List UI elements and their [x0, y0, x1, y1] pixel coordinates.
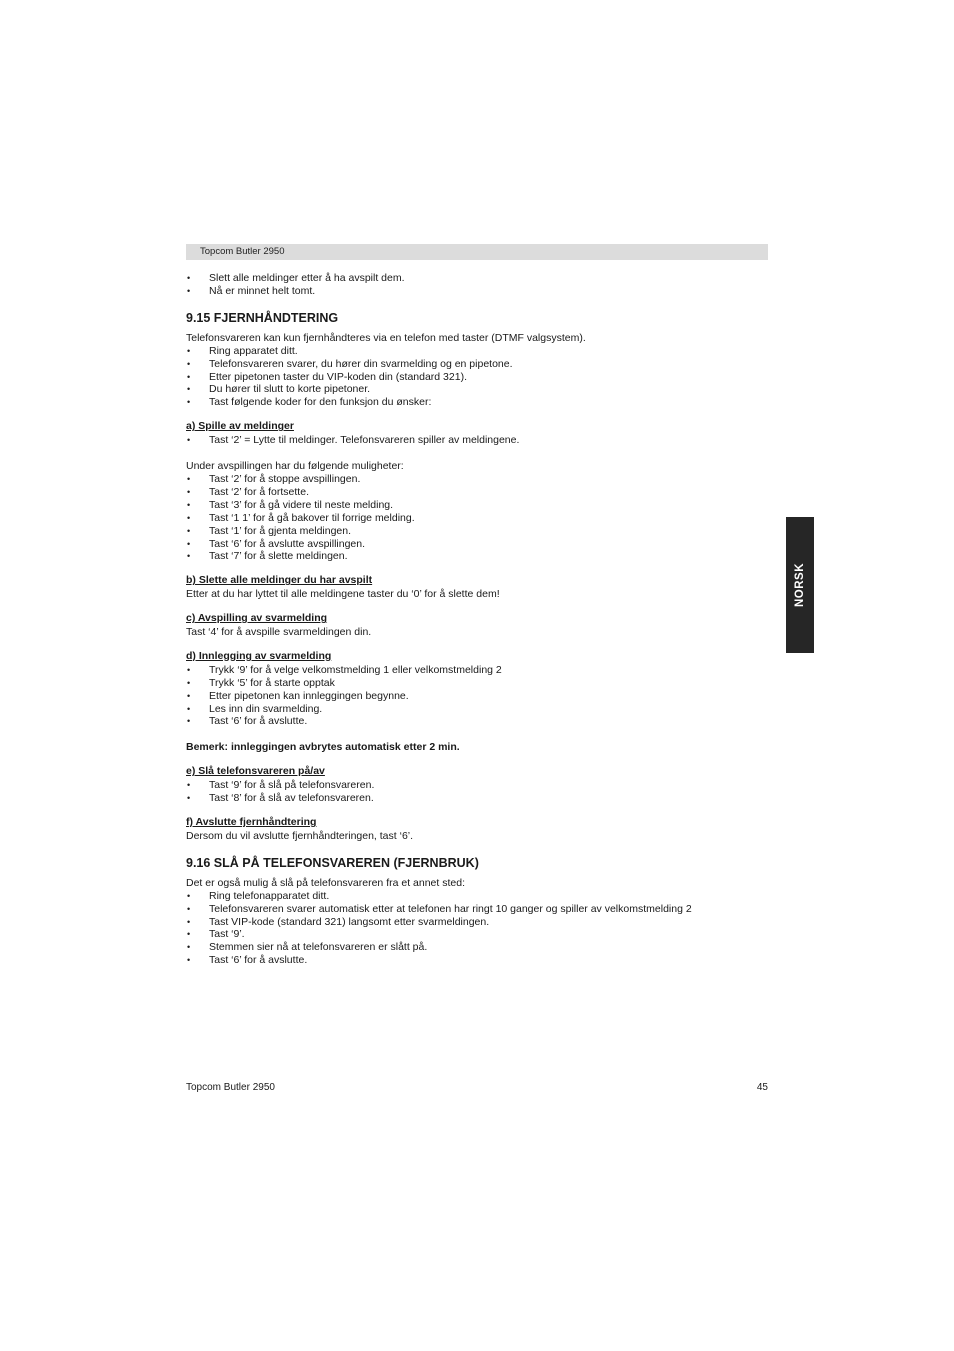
list-item-text: Tast VIP-kode (standard 321) langsomt etter svarmeldingen.	[209, 915, 490, 928]
list-item	[186, 434, 768, 447]
bullet-list	[186, 890, 768, 967]
note: Bemerk: innleggingen avbrytes automatisk etter 2 min.	[186, 741, 460, 754]
section-heading-9-16: 9.16 SLÅ PÅ TELEFONSVAREREN (FJERNBRUK)	[186, 855, 479, 870]
paragraph: Tast ‘4’ for å avspille svarmeldingen din.	[186, 626, 372, 639]
list-item	[186, 779, 768, 792]
bullet-icon: •	[187, 499, 191, 510]
list-item	[186, 358, 768, 371]
bullet-icon: •	[187, 703, 191, 714]
list-item-text: Ring telefonapparatet ditt.	[209, 889, 330, 902]
list-item	[186, 715, 768, 728]
bullet-icon: •	[187, 384, 191, 395]
bullet-icon: •	[187, 664, 191, 675]
paragraph: Dersom du vil avslutte fjernhåndteringen, tast ‘6’.	[186, 829, 414, 842]
header-title: Topcom Butler 2950	[200, 246, 285, 257]
list-item	[186, 383, 768, 396]
list-item	[186, 371, 768, 384]
language-tab-label: NORSK	[794, 562, 806, 608]
spacer	[186, 447, 768, 460]
bullet-icon: •	[187, 512, 191, 523]
list-item	[186, 690, 768, 703]
list-item-text: Nå er minnet helt tomt.	[209, 284, 316, 297]
bullet-icon: •	[187, 677, 191, 688]
list-item	[186, 499, 768, 512]
subheading-b: b) Slette alle meldinger du har avspilt	[186, 574, 373, 587]
list-item-text: Stemmen sier nå at telefonsvareren er slått på.	[209, 941, 428, 954]
bullet-icon: •	[187, 955, 191, 966]
list-item-text: Tast ‘6’ for å avslutte.	[209, 954, 308, 967]
subheading-f: f) Avslutte fjernhåndtering	[186, 816, 317, 828]
list-item	[186, 285, 768, 298]
list-item-text: Tast ‘9’.	[209, 928, 245, 941]
list-item	[186, 941, 768, 954]
bullet-list	[186, 664, 768, 729]
bullet-icon: •	[187, 358, 191, 369]
list-item-text: Tast ‘2’ for å stoppe avspillingen.	[209, 472, 361, 485]
section-heading-9-15: 9.15 FJERNHÅNDTERING	[186, 310, 339, 325]
list-item	[186, 954, 768, 967]
bullet-icon: •	[187, 371, 191, 382]
list-item	[186, 792, 768, 805]
running-header	[186, 244, 768, 260]
list-item-text: Telefonsvareren svarer, du hører din svarmelding og en pipetone.	[209, 357, 513, 370]
list-item-text: Tast ‘3’ for å gå videre til neste melding.	[209, 498, 394, 511]
list-item	[186, 486, 768, 499]
list-item-text: Tast følgende koder for den funksjon du ønsker:	[209, 396, 432, 409]
list-item	[186, 703, 768, 716]
bullet-icon: •	[187, 551, 191, 562]
language-tab	[786, 517, 814, 653]
bullet-icon: •	[187, 890, 191, 901]
bullet-icon: •	[187, 538, 191, 549]
bullet-icon: •	[187, 916, 191, 927]
list-item	[186, 916, 768, 929]
subheading-e: e) Slå telefonsvareren på/av	[186, 765, 325, 778]
list-item	[186, 903, 768, 916]
paragraph: Det er også mulig å slå på telefonsvareren fra et annet sted:	[186, 876, 465, 889]
list-item-text: Tast ‘1’ for å gjenta meldingen.	[209, 524, 352, 537]
list-item	[186, 396, 768, 409]
bullet-icon: •	[187, 397, 191, 408]
list-item	[186, 512, 768, 525]
list-item-text: Tast ‘8’ for å slå av telefonsvareren.	[209, 792, 374, 805]
list-item-text: Trykk ‘9’ for å velge velkomstmelding 1 eller velkomstmelding 2	[209, 663, 502, 676]
list-item-text: Tast ‘6’ for å avslutte.	[209, 715, 308, 728]
list-item	[186, 890, 768, 903]
bullet-icon: •	[187, 285, 191, 296]
page-number: 45	[756, 1082, 768, 1093]
bullet-icon: •	[187, 345, 191, 356]
paragraph: Under avspillingen har du følgende muligheter:	[186, 460, 404, 473]
list-item	[186, 345, 768, 358]
list-item	[186, 664, 768, 677]
paragraph: Etter at du har lyttet til alle meldingene taster du ‘0’ for å slette dem!	[186, 588, 500, 601]
bullet-list	[186, 434, 768, 447]
subheading-a: a) Spille av meldinger	[186, 420, 294, 433]
list-item-text: Telefonsvareren svarer automatisk etter at telefonen har ringt 10 ganger og spiller av velkomstmelding 2	[209, 902, 692, 915]
list-item-text: Tast ‘2’ for å fortsette.	[209, 485, 309, 498]
list-item	[186, 272, 768, 285]
bullet-icon: •	[187, 716, 191, 727]
list-item-text: Tast ‘6’ for å avslutte avspillingen.	[209, 537, 366, 550]
list-item	[186, 473, 768, 486]
footer-product: Topcom Butler 2950	[186, 1082, 275, 1093]
bullet-icon: •	[187, 486, 191, 497]
list-item-text: Trykk ‘5’ for å starte opptak	[209, 676, 335, 689]
list-item	[186, 538, 768, 551]
list-item	[186, 550, 768, 563]
subheading-d: d) Innlegging av svarmelding	[186, 649, 332, 662]
list-item-text: Tast ‘2’ = Lytte til meldinger. Telefonsvareren spiller av meldingene.	[209, 434, 520, 447]
list-item-text: Tast ‘1 1’ for å gå bakover til forrige melding.	[209, 511, 415, 524]
list-item	[186, 677, 768, 690]
list-item	[186, 525, 768, 538]
list-item-text: Ring apparatet ditt.	[209, 344, 298, 357]
bullet-list	[186, 779, 768, 805]
list-item-text: Slett alle meldinger etter å ha avspilt dem.	[209, 272, 405, 284]
bullet-icon: •	[187, 780, 191, 791]
list-item-text: Tast ‘9’ for å slå på telefonsvareren.	[209, 779, 375, 792]
bullet-icon: •	[187, 273, 191, 283]
list-item-text: Les inn din svarmelding.	[209, 702, 323, 715]
bullet-list	[186, 272, 768, 298]
paragraph: Telefonsvareren kan kun fjernhåndteres via en telefon med taster (DTMF valgsystem).	[186, 331, 586, 344]
list-item-text: Tast ‘7’ for å slette meldingen.	[209, 550, 348, 563]
list-item-text: Etter pipetonen kan innleggingen begynne.	[209, 689, 409, 702]
bullet-icon: •	[187, 435, 191, 446]
bullet-icon: •	[187, 690, 191, 701]
page-content	[186, 272, 768, 967]
bullet-icon: •	[187, 793, 191, 804]
list-item-text: Etter pipetonen taster du VIP-koden din (standard 321).	[209, 370, 467, 383]
list-item	[186, 928, 768, 941]
bullet-icon: •	[187, 929, 191, 940]
bullet-icon: •	[187, 903, 191, 914]
bullet-icon: •	[187, 525, 191, 536]
bullet-list	[186, 473, 768, 563]
bullet-icon: •	[187, 473, 191, 484]
subheading-c: c) Avspilling av svarmelding	[186, 612, 328, 625]
bullet-icon: •	[187, 942, 191, 953]
list-item-text: Du hører til slutt to korte pipetoner.	[209, 383, 371, 396]
bullet-list	[186, 345, 768, 410]
